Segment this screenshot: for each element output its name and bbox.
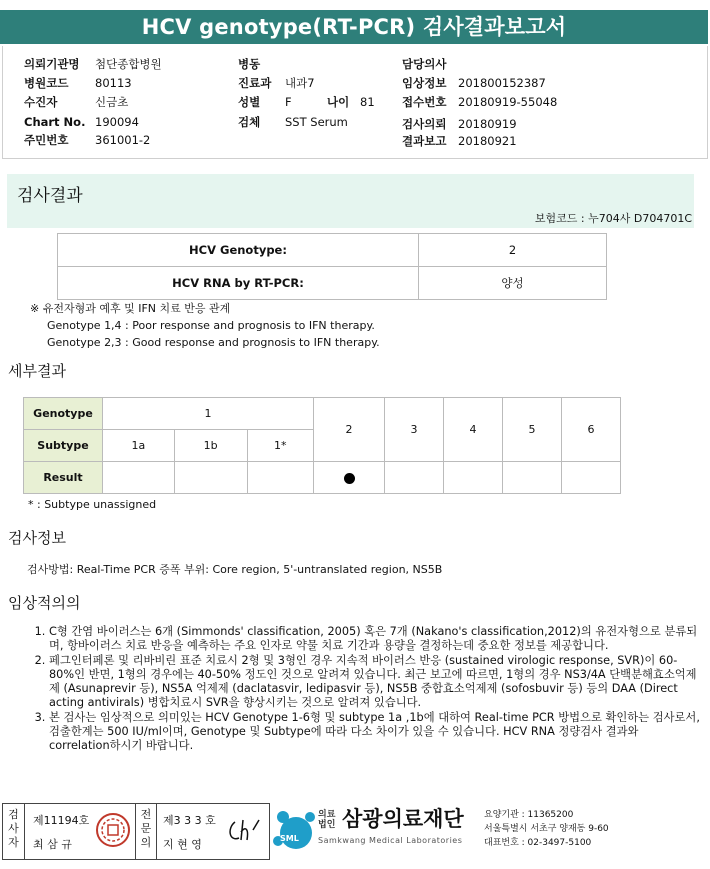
subtype-footnote: * : Subtype unassigned [28,498,157,511]
agency-number: 요양기관 : 11365200 [484,810,574,820]
org-english-name: Samkwang Medical Laboratories [318,836,463,845]
sex-label: 성별 [238,95,261,109]
doctor-label: 담당의사 [402,57,447,71]
sml-logo-text: SML [280,834,299,843]
detail-title: 세부결과 [8,362,66,380]
subtype-cell: 1a [103,430,175,462]
subtype-header: Subtype [24,430,103,462]
genotype-table [23,397,621,494]
genotype-key: HCV Genotype: [58,234,419,267]
request-date-label: 검사의뢰 [402,117,447,131]
chart-value: 190094 [95,115,139,129]
result-cell [385,462,444,494]
summary-table [57,233,607,300]
rna-key: HCV RNA by RT-PCR: [58,267,419,300]
hospital-code-value: 80113 [95,76,132,90]
age-label: 나이 [327,95,350,109]
hospital-code-label: 병원코드 [24,76,69,90]
rrn-value: 361001-2 [95,133,151,147]
note-line-2: Genotype 2,3 : Good response and prognosis to IFN therapy. [47,336,380,349]
age-value: 81 [360,95,375,109]
report-date-label: 결과보고 [402,134,447,148]
sml-logo [270,805,320,855]
result-cell [444,462,503,494]
subtype-cell: 1b [174,430,247,462]
detected-marker-icon [344,473,355,484]
result-header: Result [24,462,103,494]
table-row [58,267,607,300]
report-date-value: 20180921 [458,134,517,148]
insurance-code: 보험코드 : 누704사 D704701C [534,212,692,225]
specialist-license: 제3 3 3 호 [163,814,216,827]
subtype-cell: 1* [247,430,313,462]
result-cell [103,462,175,494]
result-cell [174,462,247,494]
rrn-label: 주민번호 [24,133,69,147]
signature-box [2,803,270,860]
genotype-cell: 3 [385,398,444,462]
genotype-cell: 6 [562,398,621,462]
tester-name: 최 삼 규 [33,838,72,851]
table-row [58,234,607,267]
note-title: ※ 유전자형과 예후 및 IFN 치료 반응 관계 [30,302,231,315]
org-phone: 대표번호 : 02-3497-5100 [484,838,592,848]
result-cell [247,462,313,494]
clinical-info-value: 201800152387 [458,76,546,90]
specialist-label: 전문의 [135,804,157,859]
result-cell [562,462,621,494]
clinical-title: 임상적의의 [8,594,81,612]
genotype-cell: 2 [314,398,385,462]
institution-label: 의뢰기관명 [24,57,80,71]
result-cell [314,462,385,494]
results-title: 검사결과 [17,186,83,206]
clinical-info-label: 임상정보 [402,76,447,90]
request-date-value: 20180919 [458,117,517,131]
genotype-header: Genotype [24,398,103,430]
report-title: HCV genotype(RT-PCR) 검사결과보고서 [0,10,708,44]
specimen-value: SST Serum [285,115,348,129]
result-cell [503,462,562,494]
seal-icon [95,812,131,848]
dept-value: 내과7 [285,76,315,90]
sex-value: F [285,95,292,109]
genotype-cell: 5 [503,398,562,462]
table-row [24,398,621,430]
chart-label: Chart No. [24,115,86,129]
receipt-no-value: 20180919-55048 [458,95,558,109]
list-item: 1. C형 간염 바이러스는 6개 (Simmonds' classification, 2005) 혹은 7개 (Nakano's classification,2012)의 유전자형으로 분류되며, 항바이러스 치료 반응을 예측하는 주요 인자로 약물 치료 기간과 용량을 결정하는데 중요한 정보를 제공합니다. [49,625,700,654]
tester-license: 제11194호 [33,814,90,827]
receipt-no-label: 접수번호 [402,95,447,109]
sml-logo-icon [270,805,320,855]
genotype-value: 2 [419,234,607,267]
patient-label: 수진자 [24,95,58,109]
org-address: 서울특별시 서초구 양재동 9-60 [484,824,609,834]
institution-value: 첨단종합병원 [95,57,162,71]
org-name: 삼광의료재단 [342,807,464,831]
ward-label: 병동 [238,57,261,71]
corp-label: 의료법인 [318,810,336,830]
clinical-list [30,625,700,754]
patient-value: 신금초 [95,95,129,109]
method-title: 검사정보 [8,529,66,547]
tester-label: 검사자 [3,804,25,859]
method-text: 검사방법: Real-Time PCR 증폭 부위: Core region, 5'-untranslated region, NS5B [27,563,443,576]
genotype-1-cell: 1 [103,398,314,430]
table-row [24,462,621,494]
dept-label: 진료과 [238,76,272,90]
specimen-label: 검체 [238,115,261,129]
list-item: 3. 본 검사는 임상적으로 의미있는 HCV Genotype 1-6형 및 subtype 1a ,1b에 대하여 Real-time PCR 방법으로 확인하는 검사로서, 검출한계는 500 IU/ml이며, Genotype 및 Subtype에 따라 다소 차이가 있을 수 있습니다. HCV RNA 정량검사 결과와 correlation하시기 바랍니다. [49,711,700,754]
genotype-cell: 4 [444,398,503,462]
note-line-1: Genotype 1,4 : Poor response and prognosis to IFN therapy. [47,319,375,332]
list-item: 2. 페그인터페론 및 리바비린 표준 치료시 2형 및 3형인 경우 지속적 바이러스 반응 (sustained virologic response, SVR)이 60-80%인 반면, 1형의 경우에는 40-50% 정도인 것으로 알려져 있습니다. 최근 보고에 따르면, 1형의 경우 NS3/4A 단백분해효소억제제 (Asunaprevir 등), NS5A 억제제 (daclatasvir, ledipasvir 등), NS5B 중합효소억제제 (sofosbuvir 등) 등의 DAA (Direct acting antivirals) 병합치료시 SVR을 향상시키는 것으로 알려져 있습니다. [49,654,700,711]
signature-icon [225,816,263,846]
specialist-name: 지 현 영 [163,838,202,851]
rna-value: 양성 [419,267,607,300]
